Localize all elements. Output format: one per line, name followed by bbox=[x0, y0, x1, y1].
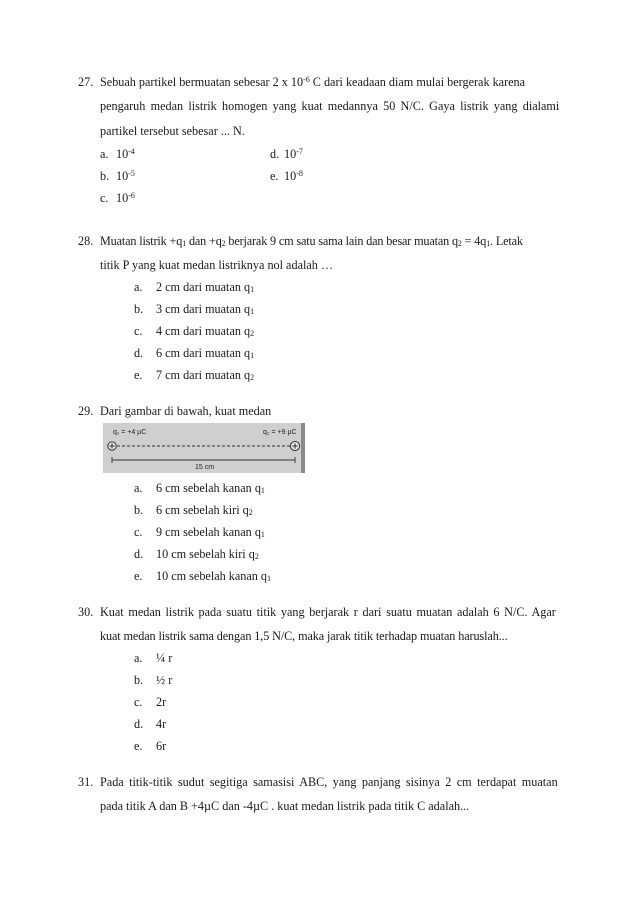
option-text: $10^{-5}$ bbox=[116, 169, 135, 183]
option-text: 2 cm dari muatan $q_1$ bbox=[156, 280, 255, 294]
question-text-line-2: pada titik A dan B +4µC dan -4µC . kuat medan listrik pada titik C adalah... bbox=[100, 799, 470, 813]
distance-label: 15 cm bbox=[195, 464, 215, 471]
option-label: a. bbox=[100, 147, 109, 161]
q2-label: q₂ = +9 µC bbox=[263, 429, 297, 436]
option-text: 7 cm dari muatan $q_2$ bbox=[156, 368, 255, 382]
option-label: b. bbox=[134, 503, 144, 517]
charges-diagram bbox=[103, 423, 305, 473]
q1-label: q₁ = +4 µC bbox=[113, 429, 147, 436]
charges-figure bbox=[103, 423, 305, 473]
option-label: e. bbox=[134, 739, 143, 753]
option-label: c. bbox=[100, 191, 109, 205]
option-label: a. bbox=[134, 280, 143, 294]
question-text-part: Sebuah partikel bermuatan sebesar 2 x $10^{-6}$ C dari keadaan diam mulai bergerak karena bbox=[100, 75, 526, 89]
option-label: a. bbox=[134, 481, 143, 495]
question-number: 29. bbox=[78, 404, 94, 418]
option-label: d. bbox=[134, 547, 144, 561]
option-label: c. bbox=[134, 324, 143, 338]
q2-charge-icon bbox=[290, 441, 299, 450]
question-text-line-1: Pada titik-titik sudut segitiga samasisi ABC, yang panjang sisinya 2 cm terdapat muatan bbox=[100, 775, 558, 789]
question-text-line-3: partikel tersebut sebesar ... N. bbox=[100, 124, 245, 138]
question-text-line-2: kuat medan listrik sama dengan 1,5 N/C, maka jarak titik terhadap muatan haruslah... bbox=[100, 629, 508, 643]
question-number: 27. bbox=[78, 75, 94, 89]
option-text: 3 cm dari muatan $q_1$ bbox=[156, 302, 255, 316]
question-text-line-2: titik P yang kuat medan listriknya nol adalah … bbox=[100, 258, 334, 272]
option-text: 6r bbox=[156, 739, 167, 753]
option-label: d. bbox=[134, 717, 144, 731]
option-text: $10^{-8}$ bbox=[284, 169, 303, 183]
option-text: 6 cm dari muatan $q_1$ bbox=[156, 346, 255, 360]
option-label: d. bbox=[134, 346, 144, 360]
option-text: $10^{-6}$ bbox=[116, 191, 135, 205]
option-label: a. bbox=[134, 651, 143, 665]
option-label: c. bbox=[134, 695, 143, 709]
question-text-line-2: pengaruh medan listrik homogen yang kuat medannya 50 N/C. Gaya listrik yang dialami bbox=[100, 99, 560, 113]
option-text: 4r bbox=[156, 717, 167, 731]
option-text: 10 cm sebelah kiri $q_2$ bbox=[156, 547, 259, 561]
q1-charge-icon bbox=[108, 442, 116, 450]
option-label: b. bbox=[134, 302, 144, 316]
option-text: 10 cm sebelah kanan $q_1$ bbox=[156, 569, 272, 583]
option-text: 6 cm sebelah kanan $q_1$ bbox=[156, 481, 265, 495]
option-text: 6 cm sebelah kiri $q_2$ bbox=[156, 503, 253, 517]
option-label: e. bbox=[134, 569, 143, 583]
question-text-line-1: Kuat medan listrik pada suatu titik yang berjarak r dari suatu muatan adalah 6 N/C. Agar bbox=[100, 605, 556, 619]
option-text: 4 cm dari muatan $q_2$ bbox=[156, 324, 255, 338]
option-label: b. bbox=[134, 673, 144, 687]
option-label: e. bbox=[134, 368, 143, 382]
option-text: ¼ r bbox=[156, 651, 173, 665]
question-number: 30. bbox=[78, 605, 94, 619]
question-number: 28. bbox=[78, 234, 94, 248]
option-label: b. bbox=[100, 169, 110, 183]
option-text: ½ r bbox=[156, 673, 173, 687]
option-label: d. bbox=[270, 147, 280, 161]
option-label: c. bbox=[134, 525, 143, 539]
question-text-line-1 bbox=[100, 75, 561, 90]
question-number: 31. bbox=[78, 775, 94, 789]
option-text: $10^{-4}$ bbox=[116, 147, 135, 161]
option-text: 2r bbox=[156, 695, 167, 709]
option-text: $10^{-7}$ bbox=[284, 147, 303, 161]
option-text: 9 cm sebelah kanan $q_1$ bbox=[156, 525, 265, 539]
option-label: e. bbox=[270, 169, 279, 183]
question-text-line-1: Muatan listrik $+q_1$ dan $+q_2$ berjarak 9 cm satu sama lain dan besar muatan $q_2 = 4q_1$. Letak bbox=[100, 234, 523, 248]
question-text-line-1: Dari gambar di bawah, kuat medan bbox=[100, 404, 272, 418]
